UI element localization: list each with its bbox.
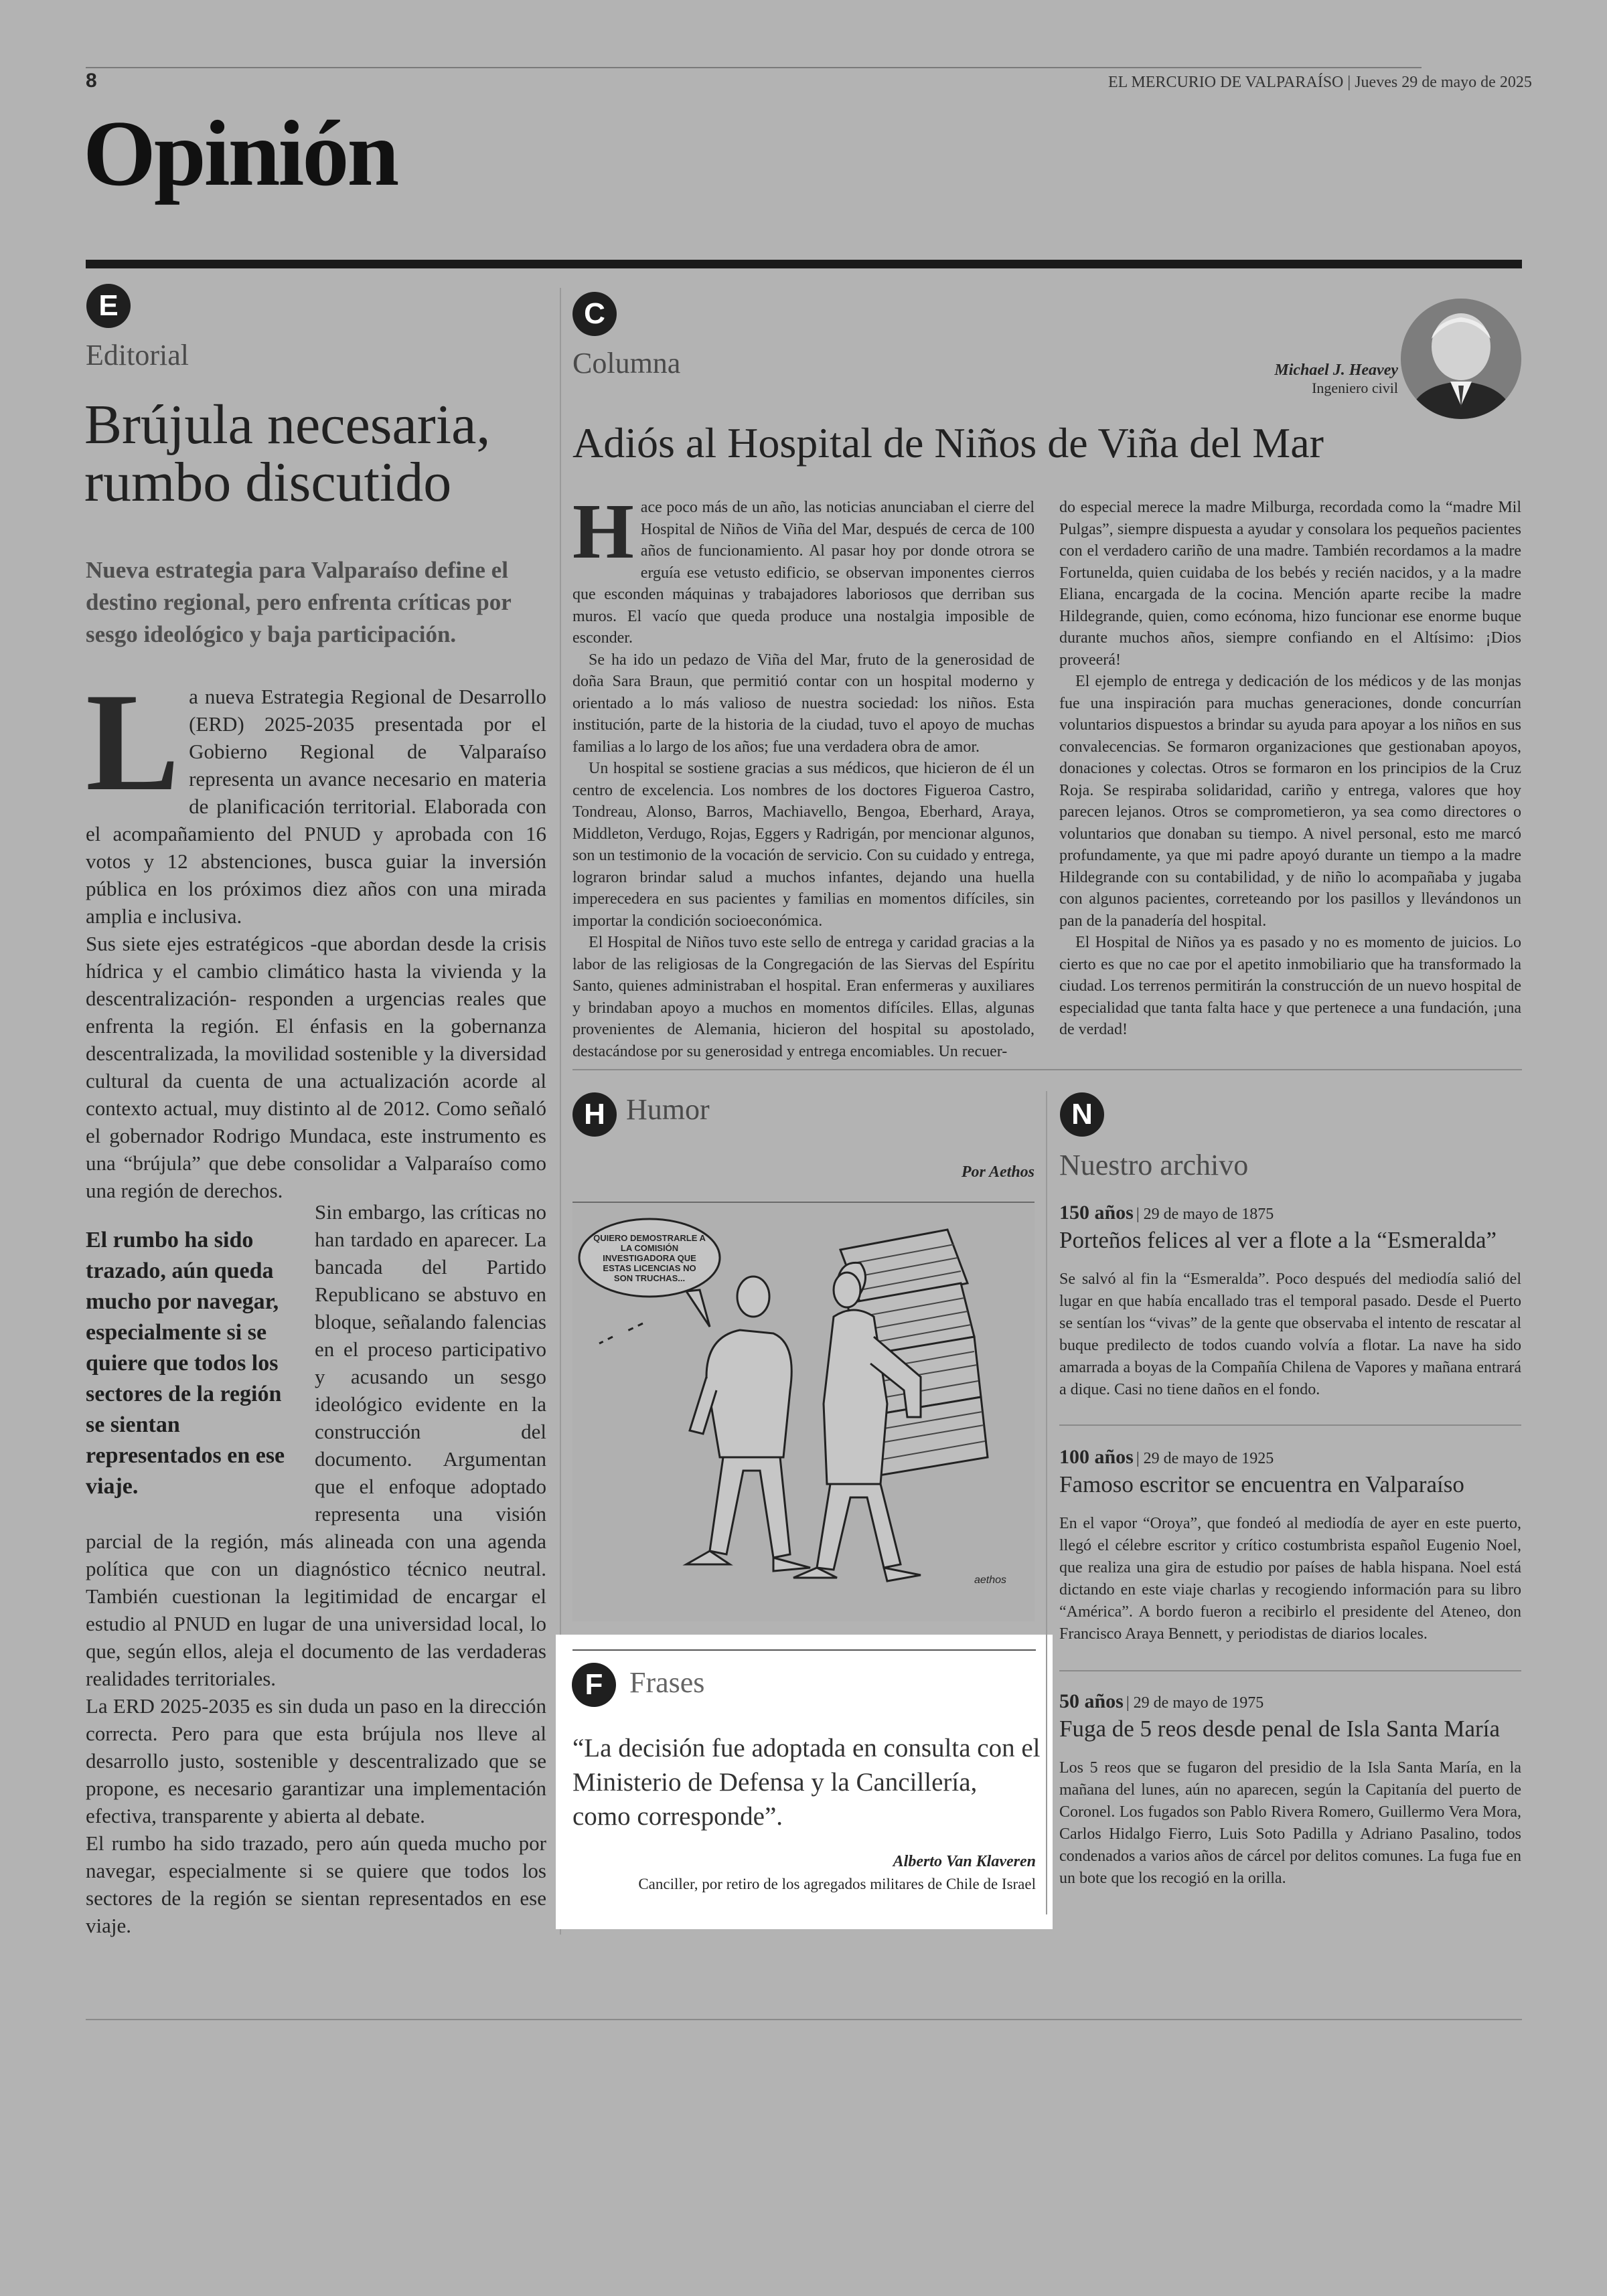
archive-item — [1059, 1202, 1521, 1401]
column-paragraph: El Hospital de Niños ya es pasado y no es momento de juicios. Lo cierto es que no cae por el apetito inmobiliario que ha transformado la ciudad. Los terrenos permitirán la construcción de un nuevo hospital de especialidad que tanta falta hace y que pertenece a una fundación, ¡una de verdad! — [1059, 934, 1521, 1038]
column-dropcap: H — [572, 487, 634, 575]
column-label: Columna — [572, 347, 681, 380]
cartoon-frame — [572, 1202, 1035, 1621]
column-bottom-rule — [572, 1069, 1522, 1070]
archive-item — [1059, 1446, 1521, 1645]
column-byline — [1004, 361, 1398, 397]
issue-date: Jueves 29 de mayo de 2025 — [1355, 74, 1532, 91]
pullquote-spacer — [86, 1198, 315, 1526]
cartoon-speech-bubble: QUIERO DEMOSTRARLE A LA COMISIÓN INVESTIGADORA QUE ESTAS LICENCIAS NO SON TRUCHAS... — [593, 1233, 706, 1283]
editorial-paragraph: La ERD 2025-2035 es sin duda un paso en la dirección correcta. Pero para que esta brújula nos lleve al desarrollo justo, sostenible y descentralizado que se propone, es necesario garantizar una implementación efectiva, transparente y abierta al debate. — [86, 1694, 546, 1827]
editorial-headline — [84, 396, 553, 511]
column-badge: C — [572, 292, 617, 336]
column-headline: Adiós al Hospital de Niños de Viña del Mar — [572, 419, 1324, 467]
archive-item-separator: | — [1126, 1694, 1134, 1712]
column-text-col1 — [572, 487, 1035, 1062]
editorial-headline-line1: Brújula necesaria, — [84, 394, 491, 456]
column-paragraph: Un hospital se sostiene gracias a sus médicos, que hicieron de él un centro de excelencia. Los nombres de los doctores Figueroa Castro, Tondreau, Alonso, Barros, Machiavello, Bengoa, Eberhard, Araya, Middleton, Verdugo, Rojas, Eggers y Radrigán, por mencionar algunos, son un testimonio de la vocación de servicio. Con su cuidado y entrega, lograron brindar salud a muchos infantes, dejando una huella imperecedera en sus pacientes y familias en momentos difíciles, sin importar la condición socioeconómica. — [572, 760, 1035, 930]
editorial-lead: Nueva estrategia para Valparaíso define el destino regional, pero enfrenta críticas por sesgo ideológico y baja participación. — [86, 557, 512, 647]
cartoon-signature: aethos — [974, 1574, 1007, 1586]
frases-panel — [556, 1635, 1053, 1929]
column-paragraph: El Hospital de Niños tuvo este sello de entrega y caridad gracias a la labor de las religiosas de la Congregación de las Siervas del Espíritu Santo, quienes administraban el hospital. Eran enfermeras y auxiliares y brindaban apoyo a muchos en momentos difíciles. Ellas, algunas provenientes de Alemania, hicieron del hospital su apostolado, destacándose por su generosidad y entrega encomiables. Un recuer- — [572, 934, 1035, 1060]
editorial-pullquote: El rumbo ha sido trazado, aún queda mucho por navegar, especialmente si se quiere que todos los sectores de la región se sientan representados en ese viaje. — [86, 1228, 285, 1499]
column-paragraph: El ejemplo de entrega y dedicación de los médicos y de las monjas fue una inspiración para muchas generaciones, donde concurrían voluntarios dispuestos a brindar su ayuda para apoyar a los niños en sus convalecencias. Se formaron organizaciones que gestionaban apoyos, donaciones y colectas. Otros se formaron en los principios de la Cruz Roja. Se respiraba solidaridad, cariño y entrega, valores que hoy parecen lejanos. Otros se comprometieron, ya sea como directores o voluntarios que donaban su tiempo. A nivel personal, esto me marcó profundamente, ya que mi padre apoyó durante un tiempo a la madre Hildegrande con su contabilidad, y de niño lo acompañaba y jugaba con algunos pacientes, correteando por los pasillos y llevándonos un pan de la panadería del hospital. — [1059, 673, 1521, 930]
column-paragraph: Se ha ido un pedazo de Viña del Mar, fruto de la generosidad de doña Sara Braun, que permitió contar con un hospital moderno y orientado a lo más valioso de nuestra sociedad: los niños. Esta institución, parte de la historia de la ciudad, tuvo el apoyo de muchas familias a lo largo de los años; fue una verdadera obra de amor. — [572, 651, 1035, 756]
archive-item-title: Famoso escritor se encuentra en Valparaíso — [1059, 1471, 1464, 1497]
archive-item-title: Porteños felices al ver a flote a la “Esmeralda” — [1059, 1227, 1497, 1253]
archive-badge: N — [1060, 1092, 1104, 1137]
column-author-role: Ingeniero civil — [1312, 380, 1398, 396]
frases-badge: F — [572, 1663, 616, 1707]
archive-item-date: 29 de mayo de 1875 — [1143, 1206, 1274, 1223]
archive-label: Nuestro archivo — [1059, 1149, 1249, 1181]
archive-item-date: 29 de mayo de 1925 — [1143, 1450, 1274, 1467]
author-portrait-icon — [1401, 299, 1521, 419]
editorial-badge: E — [86, 284, 131, 328]
frases-label: Frases — [629, 1666, 705, 1699]
column-paragraph: ace poco más de un año, las noticias anunciaban el cierre del Hospital de Niños de Viña del Mar, después de cerca de 100 años de funcionamiento. Al pasar hoy por donde otrora se erguía ese vetusto edificio, se observan imponentes cierros que esconden máquinas y trabajadores laboriosos que derriban sus muros. El vacío que queda produce una nostalgia imposible de esconder. — [572, 499, 1035, 647]
archive-item-body: En el vapor “Oroya”, que fondeó al mediodía de ayer en este puerto, llegó el célebre escritor y crítico costumbrista español Eugenio Noel, que realiza una gira de estudio por países de habla hispana. Noel está dictando en este viaje charlas y recogiendo información para su libro “América”. A bordo fueron a recibirlo el presidente del Ateneo, don Francisco Araya Bennett, y periodistas de diarios locales. — [1059, 1515, 1521, 1643]
archive-item-years: 150 años — [1059, 1202, 1134, 1224]
archive-item-body: Los 5 reos que se fugaron del presidio de la Isla Santa María, en la mañana del lunes, aún no aparecen, según la Capitanía del puerto de Coronel. Los fugados son Pablo Rivera Romero, Guillermo Vera Mora, Carlos Hidalgo Fierro, Luis Soto Padilla y Adriano Pasalino, todos condenados a varios años de cárcel por delitos comunes. La fuga fue en un bote que los recogió en la orilla. — [1059, 1759, 1521, 1887]
editorial-paragraph: Sin embargo, las críticas no han tardado en aparecer. La bancada del Partido Republicano se abstuvo en bloque, señalando falencias en el proceso participativo y acusando un sesgo ideológico evidente en la construcción del documento. Argumentan que el enfoque adoptado representa una visión parcial de la región, más alineada con una agenda política que con un diagnóstico técnico neutral. También cuestionan la legitimidad de encargar el estudio al PNUD en lugar de una universidad local, lo que, según ellos, aleja el documento de las verdaderas realidades territoriales. — [86, 1200, 546, 1690]
editorial-headline-line2: rumbo discutido — [84, 451, 452, 513]
newspaper-dateline — [1108, 74, 1532, 92]
editorial-paragraph: a nueva Estrategia Regional de Desarrollo (ERD) 2025-2035 presentada por el Gobierno Regional de Valparaíso representa un avance necesario en materia de planificación territorial. Elaborada con el acompañamiento del PNUD y aprobada con 16 votos y 12 abstenciones, busca guiar la inversión pública en los próximos diez años con una mirada amplia e inclusiva. — [86, 685, 546, 928]
column-text-col2 — [1059, 497, 1521, 1041]
newspaper-name: EL MERCURIO DE VALPARAÍSO — [1108, 74, 1344, 91]
archive-item-title: Fuga de 5 reos desde penal de Isla Santa María — [1059, 1716, 1500, 1742]
editorial-dropcap: L — [86, 665, 180, 820]
editorial-label: Editorial — [86, 339, 189, 372]
archive-item-years: 100 años — [1059, 1446, 1134, 1468]
section-thick-rule — [86, 260, 1522, 268]
archive-rule — [1059, 1424, 1521, 1426]
archive-item-separator: | — [1136, 1206, 1144, 1223]
archive-item-body: Se salvó al fin la “Esmeralda”. Poco después del mediodía salió del lugar en que había encallado tras el temporal pasado. Desde el Puerto se sentían los “vivas” de la gente que observaba el intento de rescatar al buque predilecto de todos cuando volvía a flotar. La nave ha sido amarrada a boyas de la Compañía Chilena de Vapores y mañana entrará a dique. Casi no tiene daños en el fondo. — [1059, 1270, 1521, 1398]
archive-item-date: 29 de mayo de 1975 — [1133, 1694, 1264, 1712]
section-title: Opinión — [83, 102, 398, 206]
author-avatar — [1401, 299, 1521, 419]
frases-top-rule — [572, 1649, 1036, 1651]
archive-item-years: 50 años — [1059, 1690, 1124, 1712]
frases-context: Canciller, por retiro de los agregados militares de Chile de Israel — [638, 1876, 1036, 1892]
humor-label: Humor — [626, 1093, 710, 1126]
header-top-rule — [86, 67, 1422, 68]
frases-author: Alberto Van Klaveren — [893, 1853, 1036, 1870]
page-number: 8 — [86, 70, 97, 92]
dateline-separator: | — [1347, 74, 1355, 91]
editorial-paragraph: El rumbo ha sido trazado, pero aún queda mucho por navegar, especialmente si se quiere que todos los sectores de la región se sientan representados en ese viaje. — [86, 1831, 546, 1937]
editorial-body-top — [86, 665, 546, 1204]
column-author: Michael J. Heavey — [1274, 361, 1398, 379]
archive-item-separator: | — [1136, 1450, 1144, 1467]
archive-rule — [1059, 1670, 1521, 1671]
column-paragraph: do especial merece la madre Milburga, recordada como la “madre Mil Pulgas”, siempre dispuesta a ayudar y consolara los pequeños pacientes con el verdadero cariño de una madre. También recordamos a la madre Fortunelda, quien cuidaba de los bebés y recién nacidos, y a la madre Eliana, encargada de la cocina. Mención aparte recibe la madre Hildegrande, quien, como ecónoma, hizo funcionar ese enorme buque durante muchos años, siempre confiando en el Altísimo: ¡Dios proveerá! — [1059, 499, 1521, 669]
humor-badge: H — [572, 1092, 617, 1137]
frases-quote: “La decisión fue adoptada en consulta con el Ministerio de Defensa y la Cancillería, como corresponde”. — [572, 1734, 1041, 1831]
page-bottom-rule — [86, 2019, 1522, 2020]
humor-credit: Por Aethos — [961, 1163, 1035, 1181]
editorial-body-bottom — [86, 1198, 546, 1939]
editorial-paragraph: Sus siete ejes estratégicos -que abordan desde la crisis hídrica y el cambio climático hasta la vivienda y la descentralización- responden a urgencias reales que enfrenta la región. El énfasis en la gobernanza descentralizada, la movilidad sostenible y la diversidad cultural da cuenta de una actualización acorde al contexto actual, muy distinto al de 2012. Como señaló el gobernador Rodrigo Mundaca, este instrumento es una “brújula” que debe consolidar a Valparaíso como una región de derechos. — [86, 932, 546, 1202]
archive-item — [1059, 1690, 1521, 1890]
archive-divider — [1046, 1091, 1047, 1914]
